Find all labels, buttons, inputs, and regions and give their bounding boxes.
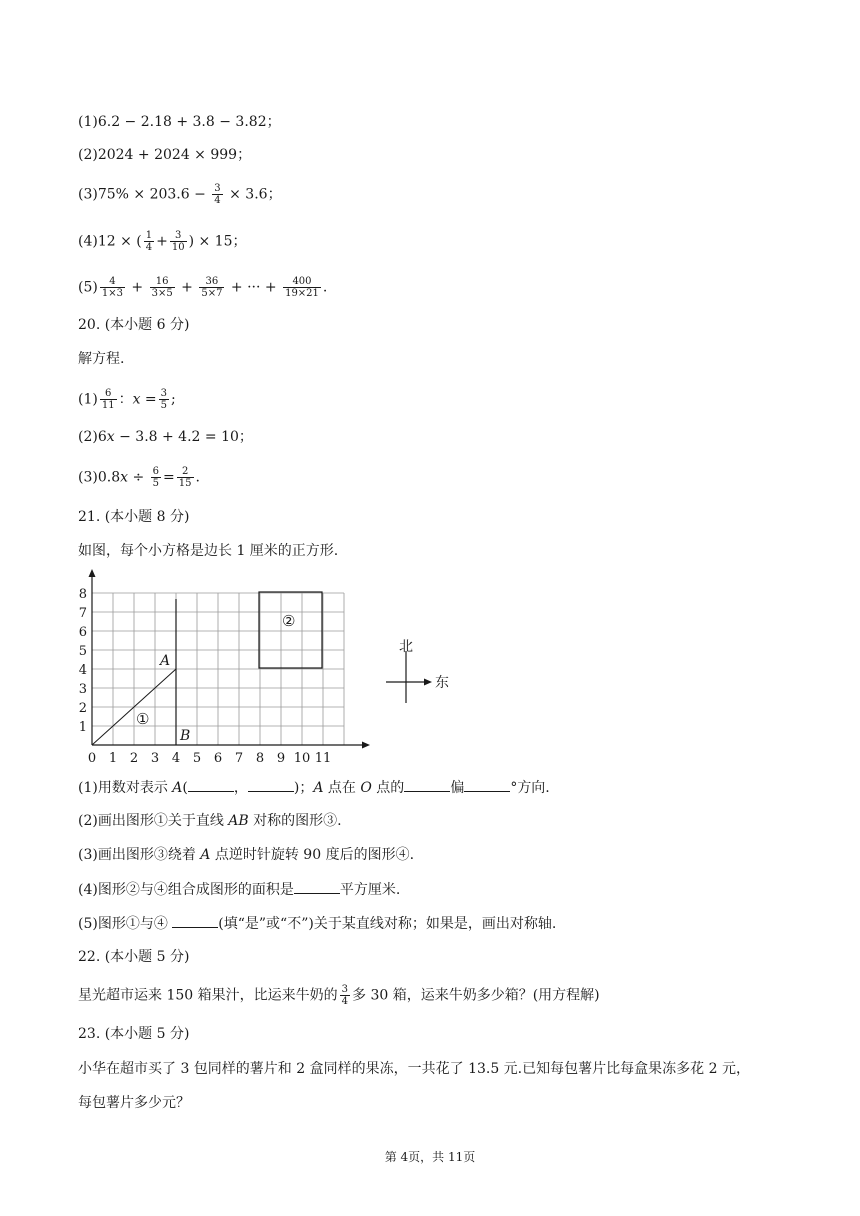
point-a: A <box>313 780 324 796</box>
problem-19-3 <box>78 183 282 206</box>
q21-sub-5 <box>78 913 556 934</box>
text: 点的 <box>371 780 405 796</box>
q21-sub-1 <box>78 777 550 798</box>
text: (5)图形①与④ <box>78 916 173 932</box>
text: 点逆时针旋转 90 度后的图形④. <box>210 847 415 863</box>
equals: = <box>163 469 175 486</box>
y-tick-label: 6 <box>78 625 87 640</box>
line-ab-label: AB <box>228 813 249 829</box>
y-tick-label: 3 <box>78 682 87 697</box>
denominator: 11 <box>101 400 115 411</box>
text: ÷ <box>128 469 145 486</box>
x-tick-label: 6 <box>213 751 223 765</box>
equals: = <box>140 391 157 408</box>
x-tick-label: 4 <box>171 751 181 765</box>
text: (1) <box>78 391 98 408</box>
x-tick-label: 2 <box>129 751 139 765</box>
text: (4)图形②与④组合成图形的面积是 <box>78 882 294 898</box>
fraction <box>100 276 125 299</box>
answer-blank[interactable] <box>172 913 218 928</box>
text: (填“是”或“不”)关于某直线对称；如果是，画出对称轴. <box>218 916 557 932</box>
x-tick-label: 3 <box>150 751 160 765</box>
point-a: A <box>200 847 211 863</box>
problem-19-2: (2)2024 + 2024 × 999； <box>78 147 252 163</box>
grid-figure <box>70 565 460 765</box>
fraction <box>199 276 224 299</box>
denominator: 5×7 <box>201 288 223 299</box>
text: × 3.6； <box>229 186 282 203</box>
page-footer: 第 4页，共 11页 <box>384 1150 476 1164</box>
q22-text <box>78 984 600 1007</box>
text: (3)0.8 <box>78 469 121 486</box>
semicolon: ; <box>171 391 176 408</box>
denominator: 19×21 <box>285 288 319 299</box>
compass-east-label: 东 <box>435 675 449 691</box>
problem-19-4 <box>78 230 247 253</box>
numerator: 3 <box>170 230 187 242</box>
fraction <box>177 466 194 489</box>
grid-lines <box>92 593 344 745</box>
q21-sub-3 <box>78 845 414 865</box>
text: (2)画出图形①关于直线 <box>78 813 229 829</box>
text: (3)75% × 203.6 − <box>78 186 206 203</box>
text: (4)12 × ( <box>78 233 142 250</box>
text: °方向. <box>510 780 550 796</box>
compass-east-arrow-icon <box>424 679 432 686</box>
text: )； <box>293 780 314 796</box>
q23-line-1: 小华在超市买了 3 包同样的薯片和 2 盒同样的果冻，一共花了 13.5 元.已知每包薯片比每盒果冻多花 2 元， <box>78 1061 750 1077</box>
label-b: B <box>180 728 191 744</box>
answer-blank[interactable] <box>248 777 294 792</box>
x-tick-label: 8 <box>255 751 265 765</box>
point-a: A <box>172 780 183 796</box>
plus-sign: + <box>181 279 193 296</box>
fraction <box>340 984 350 1007</box>
shape-2-label: ② <box>282 612 296 630</box>
problem-19-1: (1)6.2 − 2.18 + 3.8 − 3.82； <box>78 114 281 130</box>
q21-header: 21. (本小题 8 分) <box>78 509 190 525</box>
denominator: 4 <box>145 242 153 253</box>
y-axis-arrow-icon <box>89 569 96 577</box>
denominator: 4 <box>341 996 348 1007</box>
x-axis-arrow-icon <box>362 742 370 749</box>
period: . <box>195 469 200 486</box>
numerator: 36 <box>199 276 224 288</box>
plus-sign: + <box>156 233 168 250</box>
q20-header: 20. (本小题 6 分) <box>78 317 190 333</box>
shape-2-square <box>259 592 322 668</box>
fraction <box>150 276 175 299</box>
q21-intro: 如图，每个小方格是边长 1 厘米的正方形. <box>78 543 339 559</box>
x-tick-label: 10 <box>293 751 311 765</box>
numerator: 3 <box>341 984 348 995</box>
y-tick-label: 1 <box>78 720 87 735</box>
answer-blank[interactable] <box>464 777 510 792</box>
period: . <box>322 279 328 296</box>
q23-header: 23. (本小题 5 分) <box>78 1026 190 1042</box>
denominator: 4 <box>214 195 221 206</box>
fraction <box>170 230 187 253</box>
denominator: 5 <box>160 400 168 411</box>
answer-blank[interactable] <box>404 777 450 792</box>
colon: ： <box>118 391 133 408</box>
denominator: 1×3 <box>101 288 123 299</box>
denominator: 5 <box>152 478 160 489</box>
answer-blank[interactable] <box>294 879 340 894</box>
compass-north-label: 北 <box>399 639 413 655</box>
fraction <box>159 388 169 411</box>
numerator: 4 <box>100 276 125 288</box>
numerator: 400 <box>283 276 321 288</box>
numerator: 3 <box>160 388 168 399</box>
x-tick-label: 7 <box>234 751 244 765</box>
numerator: 6 <box>100 388 117 400</box>
shape-1-label: ① <box>136 710 150 728</box>
text: 平方厘米. <box>339 882 401 898</box>
q21-sub-4 <box>78 879 400 900</box>
denominator: 10 <box>171 242 185 253</box>
plus-sign: + <box>131 279 144 296</box>
y-tick-label: 8 <box>78 587 87 602</box>
q20-instruction: 解方程. <box>78 351 125 367</box>
variable-x: x <box>120 469 129 486</box>
x-tick-label: 1 <box>108 751 118 765</box>
fraction <box>144 230 154 253</box>
text: 星光超市运来 150 箱果汁，比运来牛奶的 <box>78 987 338 1004</box>
x-tick-label: 0 <box>87 751 97 765</box>
numerator: 2 <box>177 466 194 478</box>
numerator: 16 <box>150 276 175 288</box>
numerator: 3 <box>214 183 221 194</box>
fraction <box>283 276 321 299</box>
q23-line-2: 每包薯片多少元？ <box>78 1095 190 1111</box>
variable-x: x <box>132 391 141 408</box>
point-o: O <box>360 780 372 796</box>
problem-19-5 <box>78 276 327 299</box>
denominator: 15 <box>178 478 192 489</box>
numerator: 1 <box>145 230 153 241</box>
text: (1)用数对表示 <box>78 780 173 796</box>
equation-1 <box>78 388 176 411</box>
denominator: 3×5 <box>151 288 173 299</box>
y-tick-label: 2 <box>78 701 87 716</box>
text: 点在 <box>323 780 361 796</box>
equation-3 <box>78 466 200 489</box>
x-tick-label: 5 <box>192 751 202 765</box>
x-tick-label: 9 <box>276 751 286 765</box>
fraction <box>100 388 117 411</box>
ellipsis: + ··· + <box>230 279 277 296</box>
text: (5) <box>78 279 98 296</box>
y-tick-label: 4 <box>78 663 87 678</box>
text: 多 30 箱，运来牛奶多少箱？(用方程解) <box>352 987 600 1004</box>
text: 偏 <box>450 780 465 796</box>
numerator: 6 <box>152 466 160 477</box>
x-tick-label: 11 <box>314 751 332 765</box>
variable-x: x <box>106 429 115 445</box>
text: (3)画出图形③绕着 <box>78 847 201 863</box>
text: 对称的图形③. <box>248 813 342 829</box>
y-tick-label: 7 <box>78 606 87 621</box>
text: − 3.8 + 4.2 = 10； <box>114 429 253 445</box>
text: ( <box>182 780 188 796</box>
fraction <box>212 183 222 206</box>
label-a: A <box>160 653 171 669</box>
q22-header: 22. (本小题 5 分) <box>78 949 190 965</box>
answer-blank[interactable] <box>188 777 234 792</box>
y-tick-label: 5 <box>78 644 87 659</box>
text: ， <box>233 780 248 796</box>
q21-sub-2 <box>78 811 342 831</box>
fraction <box>151 466 161 489</box>
text: (2)6 <box>78 429 107 445</box>
text: ) × 15； <box>188 233 247 250</box>
equation-2 <box>78 427 253 447</box>
